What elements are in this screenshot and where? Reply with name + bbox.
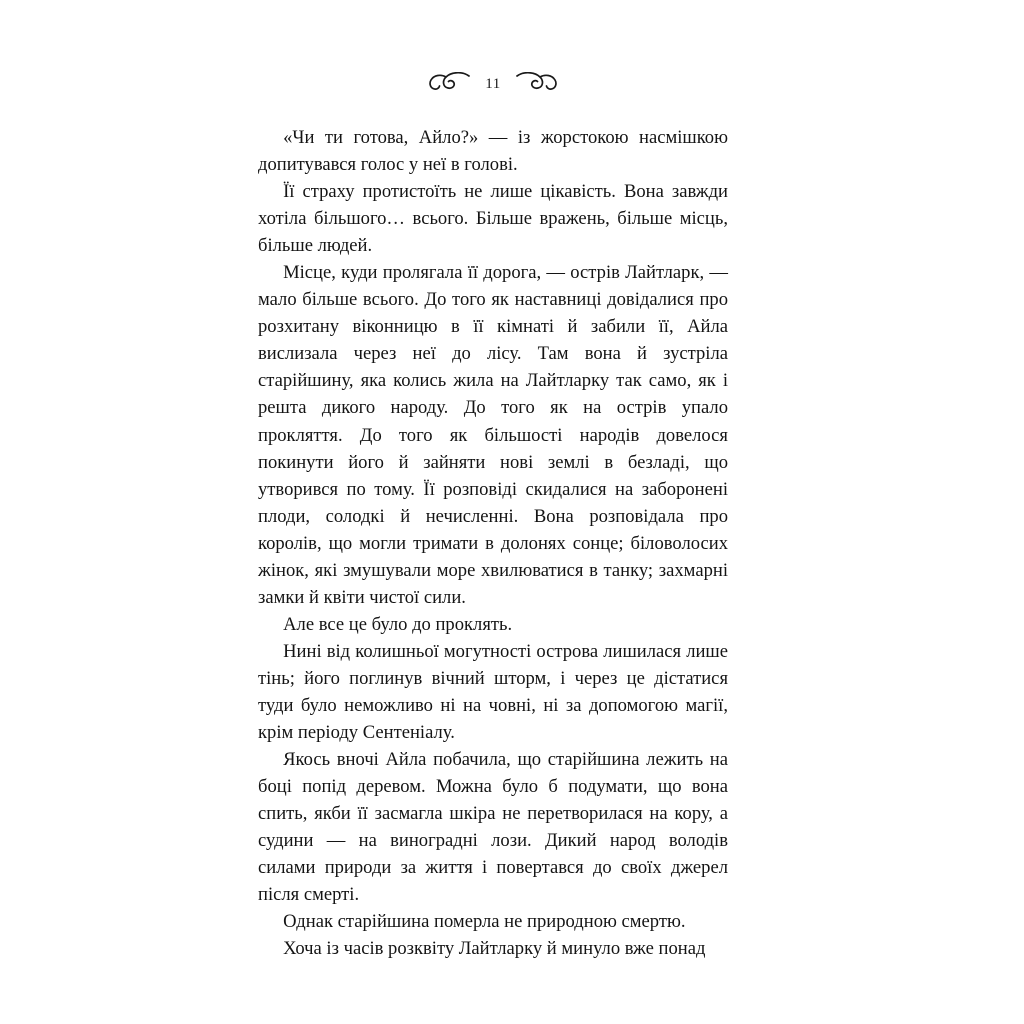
page-number: 11 <box>485 75 501 92</box>
body-text <box>258 124 728 962</box>
flourish-ornament-left-icon <box>429 72 471 94</box>
page-content <box>258 60 728 962</box>
paragraph: Її страху протистоїть не лише цікавість. Вона завжди хотіла більшого… всього. Більше вражень, більше місць, більше людей. <box>258 181 728 257</box>
flourish-ornament-right-icon <box>515 72 557 94</box>
paragraph: Місце, куди пролягала її дорога, — острів Лайтларк, — мало більше всього. До того як наставниці довідалися про розхитану віконницю в її кімнаті й забили її, Айла вислизала через неї до лісу. Там вона й зустріла старійшину, яка колись жила на Лайтларку так само, як і решта дикого народу. До того як на острів упало прокляття. До того як більшості народів довелося покинути його й зайняти нові землі в безладі, що утворився по тому. Її розповіді скидалися на заборонені плоди, солодкі й нечисленні. Вона розповідала про королів, що могли тримати в долонях сонце; біловолосих жінок, які змушували море хвилюватися в танку; захмарні замки й квіти чистої сили. <box>258 262 728 608</box>
paragraph: «Чи ти готова, Айло?» — із жорстокою насмішкою допитувався голос у неї в голові. <box>258 127 728 176</box>
paragraph: Однак старійшина померла не природною смертю. <box>283 911 686 933</box>
paragraph: Хоча із часів розквіту Лайтларку й минуло вже понад <box>283 938 706 960</box>
paragraph: Але все це було до проклять. <box>283 613 513 635</box>
paragraph: Якось вночі Айла побачила, що старійшина лежить на боці попід деревом. Можна було б подумати, що вона спить, якби її засмагла шкіра не перетворилася на кору, а судини — на виноградні лози. Дикий народ володів силами природи за життя і повертався до своїх джерел після смерті. <box>258 749 728 906</box>
page-header <box>258 60 728 106</box>
paragraph: Нині від колишньої могутності острова лишилася лише тінь; його поглинув вічний шторм, і через це дістатися туди було неможливо ні на човні, ні за допомогою магії, крім періоду Сентеніалу. <box>258 640 728 744</box>
